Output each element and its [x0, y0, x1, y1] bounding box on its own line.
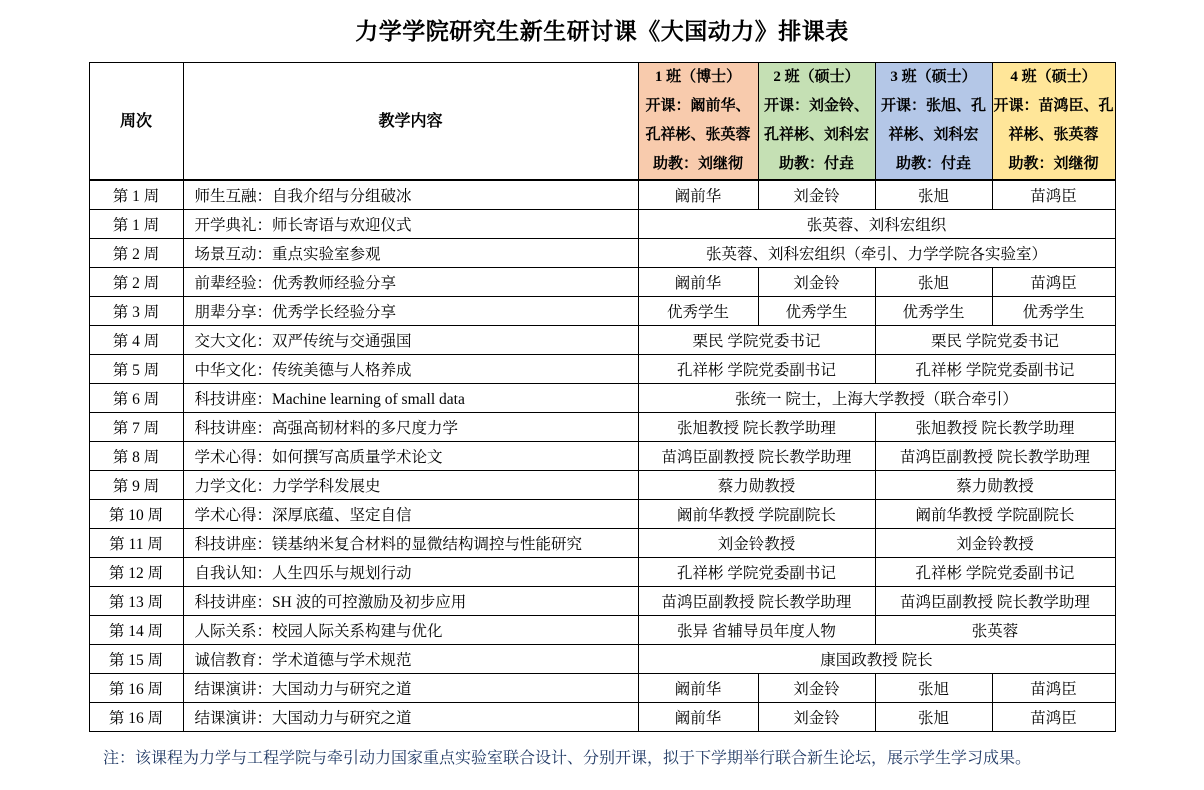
class-assignment-cell: 蔡力勋教授: [638, 471, 875, 500]
class-teachers: 开课：阚前华、孔祥彬、张英蓉: [645, 98, 751, 143]
class-assignment-cell: 苗鸿臣副教授 院长教学助理: [638, 587, 875, 616]
week-cell: 第 8 周: [89, 442, 183, 471]
class-assignment-cell: 张异 省辅导员年度人物: [638, 616, 875, 645]
class-assignment-cell: 阚前华: [638, 268, 758, 297]
schedule-row: [89, 384, 1115, 413]
schedule-row: [89, 703, 1115, 732]
content-cell: 前辈经验：优秀教师经验分享: [183, 268, 638, 297]
class-assignment-cell: 优秀学生: [638, 297, 758, 326]
class-assignment-cell: 阚前华: [638, 180, 758, 210]
week-cell: 第 13 周: [89, 587, 183, 616]
class-assignment-cell: 孔祥彬 学院党委副书记: [875, 558, 1115, 587]
class-assignment-cell: 刘金铃: [758, 674, 875, 703]
class-header-4: [992, 63, 1115, 181]
content-cell: 学术心得：深厚底蕴、坚定自信: [183, 500, 638, 529]
class-name: 2 班（硕士）: [773, 69, 860, 85]
content-cell: 诚信教育：学术道德与学术规范: [183, 645, 638, 674]
week-cell: 第 7 周: [89, 413, 183, 442]
class-assignment-cell: 阚前华教授 学院副院长: [875, 500, 1115, 529]
schedule-row: [89, 239, 1115, 268]
class-assignment-cell: 孔祥彬 学院党委副书记: [875, 355, 1115, 384]
week-cell: 第 5 周: [89, 355, 183, 384]
class-assignment-cell: 刘金铃教授: [875, 529, 1115, 558]
column-header-content: 教学内容: [183, 63, 638, 181]
class-name: 4 班（硕士）: [1010, 69, 1097, 85]
class-assignment-cell: 优秀学生: [758, 297, 875, 326]
content-cell: 朋辈分享：优秀学长经验分享: [183, 297, 638, 326]
schedule-row: [89, 674, 1115, 703]
class-assignment-cell: 苗鸿臣: [992, 268, 1115, 297]
class-assignment-cell: 优秀学生: [992, 297, 1115, 326]
week-cell: 第 2 周: [89, 268, 183, 297]
class-teachers: 开课：苗鸿臣、孔祥彬、张英蓉: [993, 98, 1114, 143]
schedule-row: [89, 616, 1115, 645]
class-teachers: 开课：张旭、孔祥彬、刘科宏: [880, 98, 986, 143]
class-assignment-cell: 苗鸿臣副教授 院长教学助理: [875, 587, 1115, 616]
class-assignment-cell: 张英蓉、刘科宏组织（牵引、力学学院各实验室）: [638, 239, 1115, 268]
week-cell: 第 15 周: [89, 645, 183, 674]
class-assignment-cell: 张旭: [875, 703, 992, 732]
class-assignment-cell: 苗鸿臣: [992, 703, 1115, 732]
content-cell: 结课演讲：大国动力与研究之道: [183, 703, 638, 732]
week-cell: 第 3 周: [89, 297, 183, 326]
week-cell: 第 6 周: [89, 384, 183, 413]
schedule-row: [89, 210, 1115, 239]
class-assignment-cell: 张统一 院士，上海大学教授（联合牵引）: [638, 384, 1115, 413]
class-assignment-cell: 张旭: [875, 674, 992, 703]
week-cell: 第 10 周: [89, 500, 183, 529]
class-assignment-cell: 苗鸿臣副教授 院长教学助理: [875, 442, 1115, 471]
class-name: 3 班（硕士）: [890, 69, 977, 85]
header-row: [89, 63, 1115, 181]
content-cell: 科技讲座：高强高韧材料的多尺度力学: [183, 413, 638, 442]
schedule-row: [89, 529, 1115, 558]
class-header-2: [758, 63, 875, 181]
week-cell: 第 1 周: [89, 180, 183, 210]
week-cell: 第 16 周: [89, 674, 183, 703]
class-assignment-cell: 康国政教授 院长: [638, 645, 1115, 674]
class-assignment-cell: 张英蓉: [875, 616, 1115, 645]
class-assignment-cell: 栗民 学院党委书记: [638, 326, 875, 355]
content-cell: 自我认知：人生四乐与规划行动: [183, 558, 638, 587]
content-cell: 科技讲座：镁基纳米复合材料的显微结构调控与性能研究: [183, 529, 638, 558]
schedule-row: [89, 413, 1115, 442]
class-assignment-cell: 张英蓉、刘科宏组织: [638, 210, 1115, 239]
class-assistant: 助教：付垚: [895, 156, 971, 172]
class-assignment-cell: 阚前华: [638, 674, 758, 703]
schedule-row: [89, 268, 1115, 297]
class-assignment-cell: 栗民 学院党委书记: [875, 326, 1115, 355]
content-cell: 师生互融：自我介绍与分组破冰: [183, 180, 638, 210]
class-header-3: [875, 63, 992, 181]
footnote: 注：该课程为力学与工程学院与牵引动力国家重点实验室联合设计、分别开课，拟于下学期举行联合新生论坛，展示学生学习成果。: [103, 750, 1032, 767]
week-cell: 第 9 周: [89, 471, 183, 500]
class-assignment-cell: 蔡力勋教授: [875, 471, 1115, 500]
week-cell: 第 12 周: [89, 558, 183, 587]
schedule-row: [89, 180, 1115, 210]
class-assignment-cell: 张旭教授 院长教学助理: [875, 413, 1115, 442]
content-cell: 学术心得：如何撰写高质量学术论文: [183, 442, 638, 471]
page-title: 力学学院研究生新生研讨课《大国动力》排课表: [355, 19, 849, 44]
class-assignment-cell: 阚前华: [638, 703, 758, 732]
week-cell: 第 1 周: [89, 210, 183, 239]
class-assistant: 助教：刘继彻: [652, 156, 743, 172]
week-cell: 第 4 周: [89, 326, 183, 355]
class-assignment-cell: 苗鸿臣副教授 院长教学助理: [638, 442, 875, 471]
class-assistant: 助教：刘继彻: [1008, 156, 1099, 172]
content-cell: 场景互动：重点实验室参观: [183, 239, 638, 268]
content-cell: 交大文化：双严传统与交通强国: [183, 326, 638, 355]
class-assignment-cell: 孔祥彬 学院党委副书记: [638, 558, 875, 587]
class-assignment-cell: 苗鸿臣: [992, 674, 1115, 703]
week-cell: 第 2 周: [89, 239, 183, 268]
class-assignment-cell: 孔祥彬 学院党委副书记: [638, 355, 875, 384]
schedule-row: [89, 645, 1115, 674]
schedule-row: [89, 471, 1115, 500]
class-assignment-cell: 阚前华教授 学院副院长: [638, 500, 875, 529]
week-cell: 第 14 周: [89, 616, 183, 645]
week-cell: 第 16 周: [89, 703, 183, 732]
class-assignment-cell: 刘金铃: [758, 268, 875, 297]
schedule-row: [89, 587, 1115, 616]
table-header: [89, 63, 1115, 181]
content-cell: 力学文化：力学学科发展史: [183, 471, 638, 500]
class-assistant: 助教：付垚: [778, 156, 854, 172]
schedule-row: [89, 558, 1115, 587]
class-teachers: 开课：刘金铃、孔祥彬、刘科宏: [763, 98, 869, 143]
class-assignment-cell: 刘金铃: [758, 703, 875, 732]
class-assignment-cell: 刘金铃: [758, 180, 875, 210]
table-body: [89, 180, 1115, 732]
class-assignment-cell: 优秀学生: [875, 297, 992, 326]
class-assignment-cell: 苗鸿臣: [992, 180, 1115, 210]
content-cell: 人际关系：校园人际关系构建与优化: [183, 616, 638, 645]
class-assignment-cell: 张旭: [875, 180, 992, 210]
class-name: 1 班（博士）: [654, 69, 742, 85]
content-cell: 结课演讲：大国动力与研究之道: [183, 674, 638, 703]
schedule-row: [89, 355, 1115, 384]
schedule-row: [89, 326, 1115, 355]
content-cell: 科技讲座：Machine learning of small data: [183, 384, 638, 413]
class-assignment-cell: 刘金铃教授: [638, 529, 875, 558]
column-header-week: 周次: [89, 63, 183, 181]
content-cell: 开学典礼：师长寄语与欢迎仪式: [183, 210, 638, 239]
schedule-row: [89, 442, 1115, 471]
content-cell: 科技讲座：SH 波的可控激励及初步应用: [183, 587, 638, 616]
schedule-row: [89, 297, 1115, 326]
class-assignment-cell: 张旭教授 院长教学助理: [638, 413, 875, 442]
schedule-table: [89, 62, 1116, 732]
class-assignment-cell: 张旭: [875, 268, 992, 297]
class-header-1: [638, 63, 758, 181]
content-cell: 中华文化：传统美德与人格养成: [183, 355, 638, 384]
schedule-row: [89, 500, 1115, 529]
week-cell: 第 11 周: [89, 529, 183, 558]
